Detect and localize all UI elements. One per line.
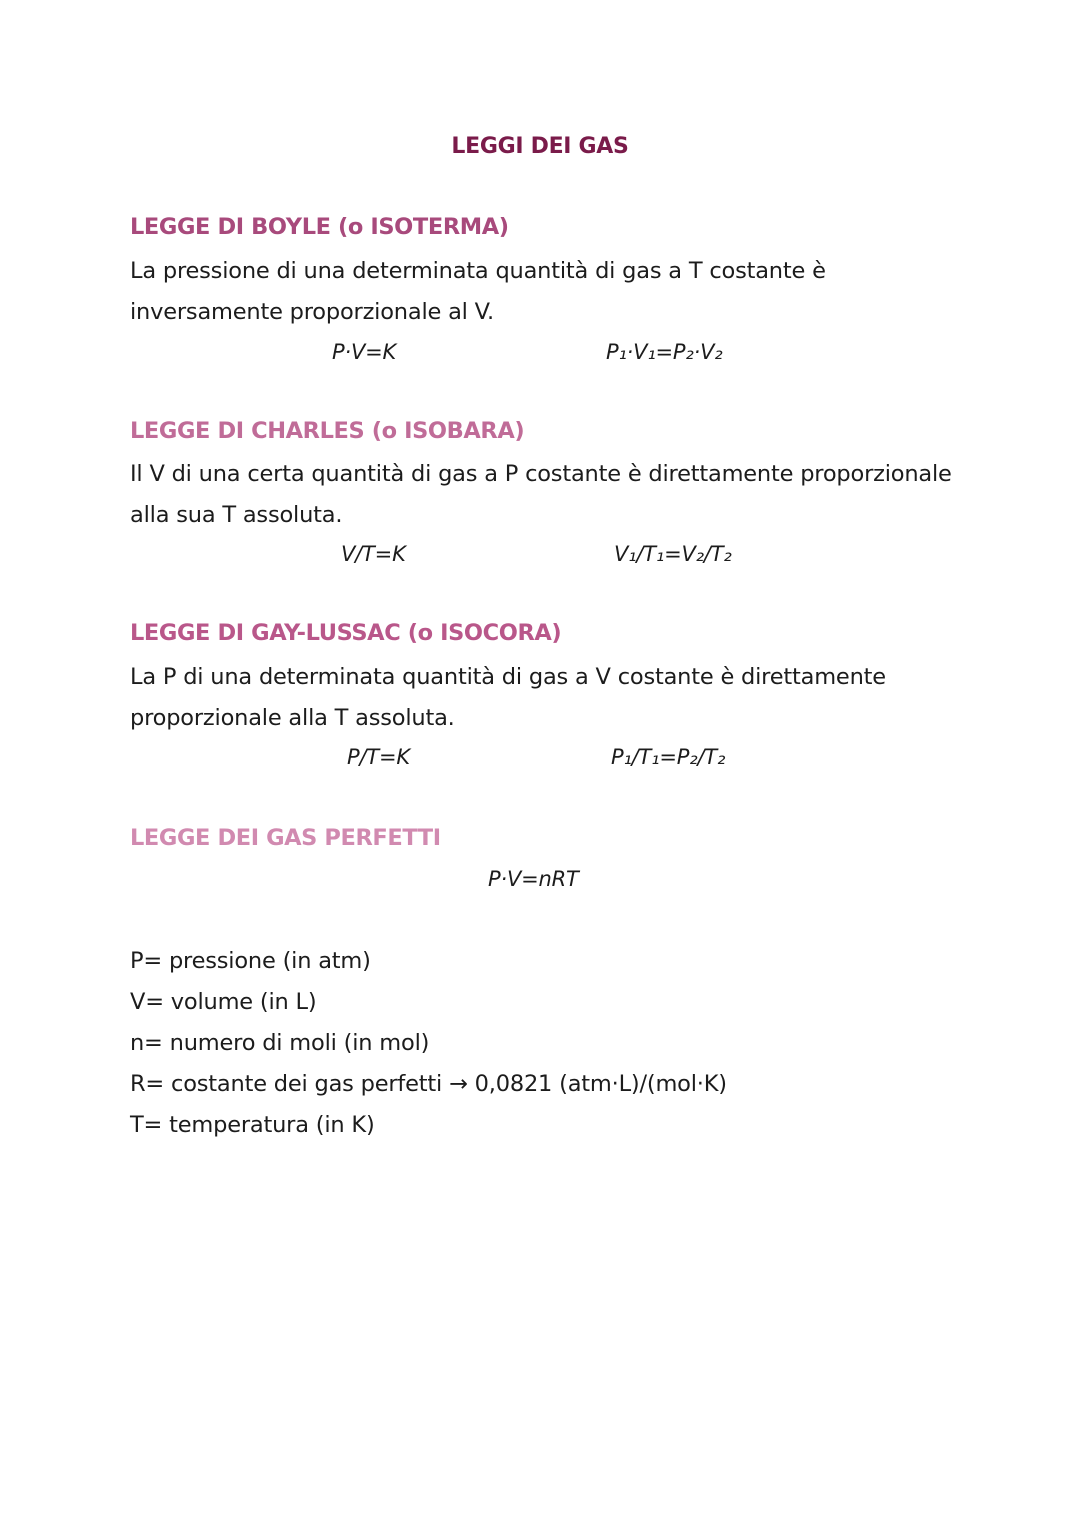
legend-item: R= costante dei gas perfetti → 0,0821 (atm·L)/(mol·K) bbox=[130, 1071, 727, 1097]
perfect-gas-formula: P·V=nRT bbox=[488, 867, 579, 891]
gay-lussac-heading: LEGGE DI GAY-LUSSAC (o ISOCORA) bbox=[130, 620, 562, 646]
variables-legend bbox=[130, 941, 727, 1146]
charles-heading: LEGGE DI CHARLES (o ISOBARA) bbox=[130, 418, 525, 444]
legend-item: n= numero di moli (in mol) bbox=[130, 1030, 430, 1056]
perfect-gas-heading: LEGGE DEI GAS PERFETTI bbox=[130, 825, 441, 851]
legend-item: P= pressione (in atm) bbox=[130, 948, 371, 974]
legend-item: T= temperatura (in K) bbox=[130, 1112, 375, 1138]
boyle-formula: P·V=K bbox=[332, 340, 397, 364]
gay-lussac-formula: P/T=K bbox=[347, 745, 410, 769]
charles-formula-states: V₁/T₁=V₂/T₂ bbox=[614, 542, 732, 566]
legend-item: V= volume (in L) bbox=[130, 989, 317, 1015]
charles-description: Il V di una certa quantità di gas a P costante è direttamente proporzionale alla sua T assoluta. bbox=[130, 461, 952, 528]
gay-lussac-formula-states: P₁/T₁=P₂/T₂ bbox=[611, 745, 726, 769]
boyle-formula-states: P₁·V₁=P₂·V₂ bbox=[606, 340, 723, 364]
boyle-description: La pressione di una determinata quantità di gas a T costante è inversamente proporzionale al V. bbox=[130, 258, 826, 325]
gay-lussac-description: La P di una determinata quantità di gas a V costante è direttamente proporzionale alla T assoluta. bbox=[130, 664, 886, 731]
page-title: LEGGI DEI GAS bbox=[451, 134, 629, 159]
boyle-heading: LEGGE DI BOYLE (o ISOTERMA) bbox=[130, 214, 509, 240]
charles-formula: V/T=K bbox=[341, 542, 406, 566]
